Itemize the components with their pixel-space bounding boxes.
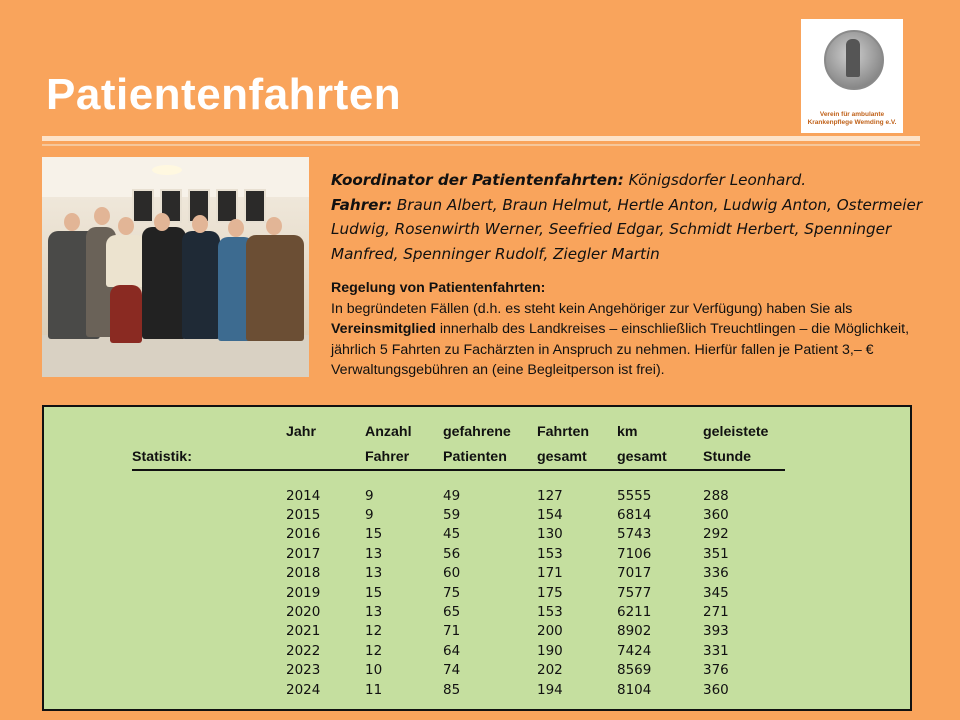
table-row xyxy=(132,641,785,660)
table-header-cell: gesamt xyxy=(537,444,617,470)
figure-icon xyxy=(846,39,860,77)
table-cell: 190 xyxy=(537,642,563,659)
table-row xyxy=(132,680,785,699)
table-cell: 6211 xyxy=(617,604,652,621)
table-cell: 13 xyxy=(365,604,383,621)
drivers-list: Braun Albert, Braun Helmut, Hertle Anton, Ludwig Anton, Ostermeier Ludwig, Rosenwirth Werner, Seefried Edgar, Schmidt Herbert, Spenninger Manfred, Spenninger Rudolf, Ziegler Martin xyxy=(331,195,923,263)
table-cell: 153 xyxy=(537,545,563,562)
table-row xyxy=(132,525,785,544)
table-cell: 12 xyxy=(365,642,383,659)
table-cell: 2016 xyxy=(286,526,321,543)
table-header-cell: Patienten xyxy=(443,444,537,470)
table-cell: 360 xyxy=(703,681,729,698)
table-cell: 194 xyxy=(537,681,563,698)
table-cell: 10 xyxy=(365,662,383,679)
table-cell: 292 xyxy=(703,526,729,543)
table-cell: 8104 xyxy=(617,681,652,698)
table-cell: 5743 xyxy=(617,526,652,543)
table-cell: 288 xyxy=(703,487,729,504)
logo-label-line1: Verein für ambulante xyxy=(819,111,885,118)
table-cell: 2015 xyxy=(286,507,321,524)
rules-text-1: In begründeten Fällen (d.h. es steht kein Angehöriger zur Verfügung) haben Sie als xyxy=(331,300,853,317)
table-header-cell: Fahrer xyxy=(365,444,443,470)
table-cell: 154 xyxy=(537,507,563,524)
table-cell: 15 xyxy=(365,526,383,543)
coordinator-label: Koordinator der Patientenfahrten: xyxy=(331,171,624,189)
table-cell: 13 xyxy=(365,545,383,562)
table-cell: 331 xyxy=(703,642,729,659)
table-cell: 5555 xyxy=(617,487,652,504)
table-cell: 171 xyxy=(537,565,563,582)
table-row xyxy=(132,505,785,524)
table-header-cell: Jahr xyxy=(286,423,316,440)
table-cell: 8902 xyxy=(617,623,652,640)
table-row xyxy=(132,661,785,680)
table-cell: 2014 xyxy=(286,487,321,504)
table-cell: 9 xyxy=(365,487,374,504)
statistics-label: Statistik: xyxy=(132,444,286,470)
table-cell: 2019 xyxy=(286,584,321,601)
page-title: Patientenfahrten xyxy=(46,70,402,119)
table-cell: 2018 xyxy=(286,565,321,582)
table-cell: 12 xyxy=(365,623,383,640)
table-row xyxy=(132,544,785,563)
statistics-table xyxy=(132,419,785,699)
table-row xyxy=(132,564,785,583)
table-header-cell: geleistete xyxy=(703,423,769,440)
table-header-cell: gefahrene xyxy=(443,423,511,440)
rules-heading: Regelung von Patientenfahrten: xyxy=(331,280,546,296)
table-cell: 2020 xyxy=(286,604,321,621)
title-divider-secondary xyxy=(42,144,920,146)
table-cell: 74 xyxy=(443,662,461,679)
table-cell: 175 xyxy=(537,584,563,601)
table-cell: 71 xyxy=(443,623,461,640)
association-logo xyxy=(801,19,903,133)
title-divider xyxy=(42,136,920,141)
table-cell: 360 xyxy=(703,507,729,524)
table-cell: 7106 xyxy=(617,545,652,562)
table-cell: 59 xyxy=(443,507,461,524)
group-photo xyxy=(42,157,309,377)
rules-text-2: innerhalb des Landkreises – einschließlich Treuchtlingen – die Möglichkeit, jährlich 5 Fahrten zu Fachärzten in Anspruch zu nehmen. Hierfür fallen je Patient 3,– € Verwaltungsgebühren an (eine Begleitperson ist frei). xyxy=(331,321,910,379)
table-cell: 2022 xyxy=(286,642,321,659)
table-cell: 9 xyxy=(365,507,374,524)
table-cell: 2024 xyxy=(286,681,321,698)
table-cell: 2023 xyxy=(286,662,321,679)
info-text xyxy=(331,168,931,381)
table-cell: 271 xyxy=(703,604,729,621)
table-cell: 7424 xyxy=(617,642,652,659)
table-header-cell xyxy=(132,419,286,444)
table-cell: 2017 xyxy=(286,545,321,562)
table-cell: 56 xyxy=(443,545,461,562)
table-header-cell: km xyxy=(617,423,638,440)
table-header-cell: Fahrten xyxy=(537,423,590,440)
table-cell: 65 xyxy=(443,604,461,621)
table-header-row xyxy=(132,419,785,444)
coordinator-name: Königsdorfer Leonhard. xyxy=(623,171,807,189)
table-cell: 7577 xyxy=(617,584,652,601)
table-header-cell: Anzahl xyxy=(365,423,412,440)
table-header-cell xyxy=(286,444,365,470)
table-cell: 60 xyxy=(443,565,461,582)
table-cell: 376 xyxy=(703,662,729,679)
table-header-cell: gesamt xyxy=(617,444,703,470)
table-cell: 7017 xyxy=(617,565,652,582)
table-cell: 345 xyxy=(703,584,729,601)
table-header-row xyxy=(132,444,785,470)
intro-paragraph xyxy=(331,168,931,266)
table-cell: 6814 xyxy=(617,507,652,524)
table-cell: 11 xyxy=(365,681,383,698)
table-cell: 8569 xyxy=(617,662,652,679)
table-cell: 45 xyxy=(443,526,461,543)
table-cell: 200 xyxy=(537,623,563,640)
table-cell: 393 xyxy=(703,623,729,640)
table-cell: 15 xyxy=(365,584,383,601)
drivers-label: Fahrer: xyxy=(331,195,393,214)
table-cell: 202 xyxy=(537,662,563,679)
table-cell: 64 xyxy=(443,642,461,659)
table-cell: 351 xyxy=(703,545,729,562)
table-cell: 130 xyxy=(537,526,563,543)
table-cell: 75 xyxy=(443,584,461,601)
logo-label-line2: Krankenpflege Wemding e.V. xyxy=(807,119,897,126)
statistics-panel xyxy=(42,405,912,711)
table-cell: 85 xyxy=(443,681,461,698)
rules-emphasis: Vereinsmitglied xyxy=(331,321,436,338)
table-cell: 49 xyxy=(443,487,461,504)
table-row xyxy=(132,622,785,641)
table-cell: 127 xyxy=(537,487,563,504)
rules-paragraph xyxy=(331,278,931,381)
table-cell: 13 xyxy=(365,565,383,582)
table-cell: 336 xyxy=(703,565,729,582)
table-row xyxy=(132,486,785,505)
table-cell: 2021 xyxy=(286,623,321,640)
table-header-cell: Stunde xyxy=(703,444,785,470)
table-row xyxy=(132,583,785,602)
table-cell: 153 xyxy=(537,604,563,621)
table-row xyxy=(132,602,785,621)
